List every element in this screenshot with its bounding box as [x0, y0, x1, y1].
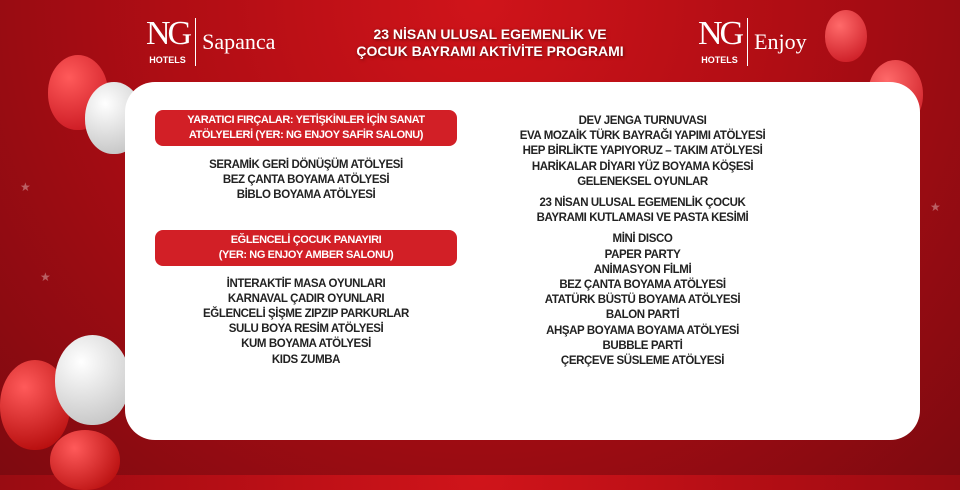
list-item: BAYRAMI KUTLAMASI VE PASTA KESİMİ — [536, 212, 749, 225]
list-item: PAPER PARTY — [604, 248, 681, 261]
list-item: KIDS ZUMBA — [271, 353, 341, 366]
list-item: EVA MOZAİK TÜRK BAYRAĞI YAPIMI ATÖLYESİ — [519, 130, 766, 143]
list-item: SERAMİK GERİ DÖNÜŞÜM ATÖLYESİ — [209, 159, 403, 171]
list-item: KUM BOYAMA ATÖLYESİ — [241, 338, 371, 351]
balloon-icon — [50, 430, 120, 490]
list-item: İNTERAKTİF MASA OYUNLARI — [226, 277, 386, 290]
activity-list — [155, 277, 457, 368]
left-column — [155, 110, 457, 368]
list-item: HEP BİRLİKTE YAPIYORUZ – TAKIM ATÖLYESİ — [522, 145, 763, 158]
balloon-icon — [825, 10, 867, 62]
list-item: BEZ ÇANTA BOYAMA ATÖLYESİ — [222, 174, 390, 187]
list-item: BEZ ÇANTA BOYAMA ATÖLYESİ — [559, 279, 726, 292]
activity-list — [490, 232, 795, 369]
page-title: 23 NİSAN ULUSAL EGEMENLİK VE ÇOCUK BAYRAMI AKTİVİTE PROGRAMI — [356, 26, 624, 59]
activity-list — [490, 196, 795, 226]
right-column — [490, 114, 795, 369]
list-item: 23 NİSAN ULUSAL EGEMENLİK ÇOCUK — [539, 197, 746, 210]
list-item: MİNİ DISCO — [612, 233, 673, 246]
list-item: BUBBLE PARTİ — [602, 339, 683, 352]
list-item: SULU BOYA RESİM ATÖLYESİ — [228, 323, 384, 336]
star-icon: ★ — [20, 180, 31, 194]
list-item: ÇERÇEVE SÜSLEME ATÖLYESİ — [560, 355, 725, 368]
section-banner: YARATICI FIRÇALAR: YETİŞKİNLER İÇİN SANAT ATÖLYELERİ (YER: NG ENJOY SAFİR SALONU) — [155, 110, 457, 146]
list-item: BİBLO BOYAMA ATÖLYESİ — [236, 189, 376, 202]
balloon-icon — [55, 335, 130, 425]
logo-ng-sapanca: NG HOTELS Sapanca — [146, 15, 276, 65]
list-item: GELENEKSEL OYUNLAR — [577, 175, 708, 188]
list-item: KARNAVAL ÇADIR OYUNLARI — [227, 292, 385, 305]
activity-list — [155, 158, 457, 204]
list-item: AHŞAP BOYAMA BOYAMA ATÖLYESİ — [546, 324, 739, 337]
list-item: ANİMASYON FİLMİ — [593, 263, 692, 276]
list-item: EĞLENCELİ ŞİŞME ZIPZIP PARKURLAR — [203, 308, 409, 321]
list-item: HARİKALAR DİYARI YÜZ BOYAMA KÖŞESİ — [531, 160, 754, 173]
list-item: DEV JENGA TURNUVASI — [578, 115, 707, 127]
logo-ng-enjoy: NG HOTELS Enjoy — [698, 15, 807, 65]
section-banner: EĞLENCELİ ÇOCUK PANAYIRI (YER: NG ENJOY AMBER SALONU) — [155, 230, 457, 266]
star-icon: ★ — [930, 200, 941, 214]
list-item: BALON PARTİ — [605, 309, 680, 322]
activity-list — [490, 114, 795, 190]
list-item: ATATÜRK BÜSTÜ BOYAMA ATÖLYESİ — [544, 294, 741, 307]
star-icon: ★ — [40, 270, 51, 284]
